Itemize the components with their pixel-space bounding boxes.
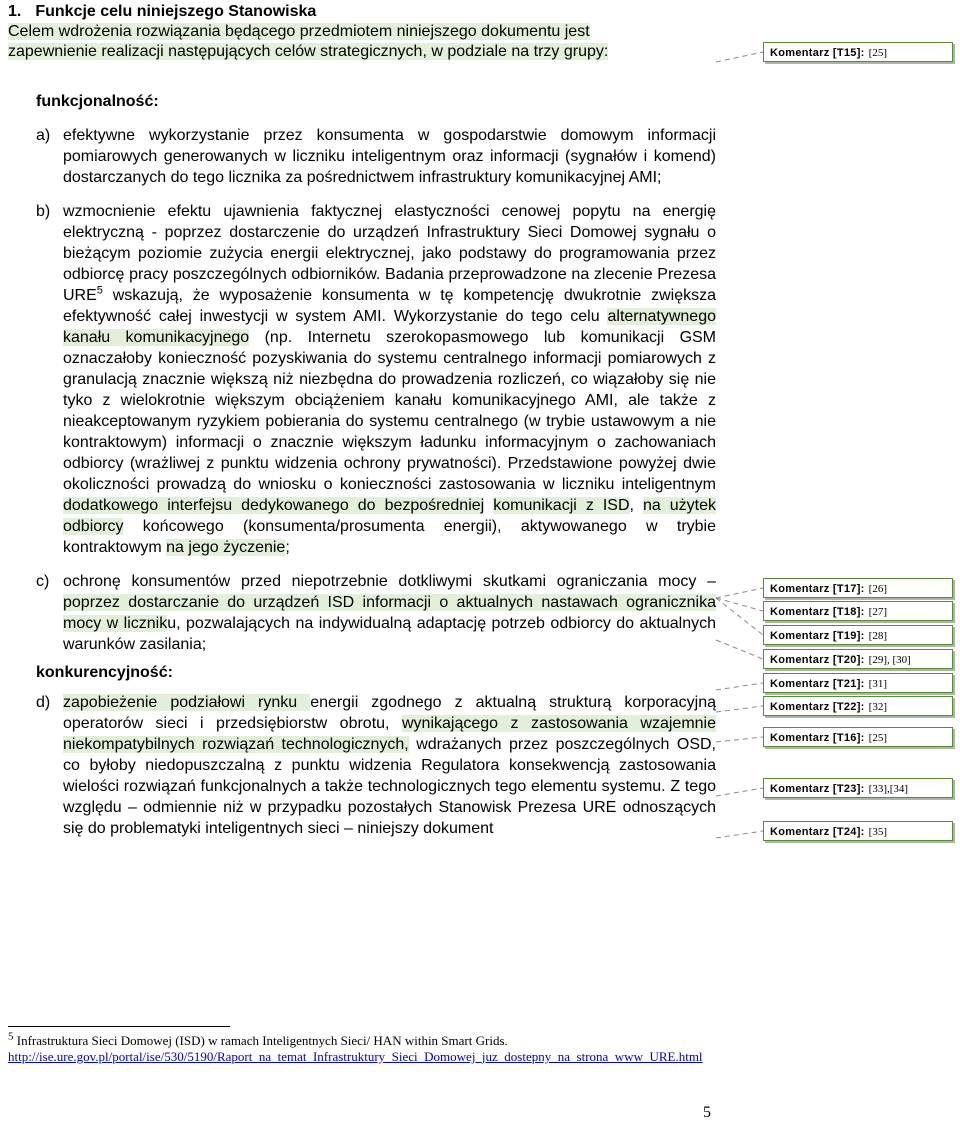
comment-label: Komentarz [T24]: <box>770 826 865 838</box>
comment-label: Komentarz [T23]: <box>770 783 865 795</box>
goal-item-a <box>8 125 716 188</box>
footnote <box>8 1030 716 1065</box>
connector-line <box>716 706 763 712</box>
comment-ref: [27] <box>868 606 887 618</box>
commented-text[interactable]: na użytek odbiorcy <box>63 497 716 535</box>
commented-text[interactable]: na jego życzenie <box>166 539 286 556</box>
comment-ref: [29], [30] <box>868 654 911 666</box>
section-number: 1. <box>8 3 22 20</box>
intro-line-2: zapewnienie realizacji następujących celów strategicznych, w podziale na trzy grupy: <box>8 43 609 60</box>
connector-line <box>716 598 763 611</box>
connector-line <box>716 640 763 659</box>
comment-box-t17[interactable] <box>763 578 953 598</box>
comment-box-t15[interactable] <box>763 42 953 62</box>
item-text: ; <box>285 539 290 556</box>
comment-box-t19[interactable] <box>763 625 953 645</box>
comment-ref: [35] <box>868 826 887 838</box>
connector-line <box>716 788 763 796</box>
item-text: , <box>629 497 643 514</box>
goal-item-d <box>8 692 716 839</box>
item-label: a) <box>36 127 51 144</box>
comment-box-t16[interactable] <box>763 727 953 747</box>
item-label: d) <box>36 694 51 711</box>
connector-line <box>716 598 763 635</box>
item-text: końcowego (konsumenta/prosumenta energii), aktywowanego w trybie kontraktowym <box>63 518 716 556</box>
connector-line <box>716 737 763 742</box>
footnote-separator <box>8 1026 230 1027</box>
footnote-link[interactable]: http://ise.ure.gov.pl/portal/ise/530/5190/Raport_na_temat_Infrastruktury_Sieci_Domowej_juz_dostepny_na_strona_www_URE.html <box>8 1049 703 1064</box>
item-text: efektywne wykorzystanie przez konsumenta w gospodarstwie domowym informacji pomiarowych generowanych w liczniku inteligentnym oraz informacji (sygnałów i komend) dostarczanych do tego licznika za pośrednictwem infrastruktury komunikacyjnej AMI; <box>63 127 716 186</box>
item-label: b) <box>36 203 51 220</box>
item-text: wskazują, że wyposażenie konsumenta w tę kompetencję dwukrotnie zwiększa efektywność całej inwestycji w system AMI. Wykorzystanie do tego celu <box>63 287 716 325</box>
commented-text[interactable]: alternatywnego kanału komunikacyjnego <box>63 308 716 346</box>
comment-ref: [26] <box>868 583 887 595</box>
comment-label: Komentarz [T16]: <box>770 732 865 744</box>
comment-label: Komentarz [T21]: <box>770 678 865 690</box>
section-heading <box>8 2 716 22</box>
group-competitiveness: konkurencyjność: <box>36 664 173 681</box>
connector-line <box>716 831 763 838</box>
comment-box-t23[interactable] <box>763 778 953 798</box>
group-functionality: funkcjonalność: <box>36 93 159 110</box>
comment-box-t22[interactable] <box>763 696 953 716</box>
comment-ref: [31] <box>868 678 887 690</box>
comment-label: Komentarz [T22]: <box>770 701 865 713</box>
goal-item-b <box>8 201 716 558</box>
item-text: (np. Internetu szerokopasmowego lub komunikacji GSM oznaczałoby konieczność pozyskiwania do systemu centralnego informacji pomiarowych z granulacją znacznie większą niż niezbędna do prowadzenia rozliczeń, co wiązałoby się nie tyko z wielokrotnie większym obciążeniem kanału komunikacyjnego AMI, ale także z nieakceptowanym ryzykiem pobierania do systemu centralnego (w trybie ustawowym a nie kontraktowym) informacji o znacznie większym ładunku informacyjnym o zachowaniach odbiorcy (wrażliwej z punktu widzenia ochrony prywatności). Przedstawione powyżej dwie okoliczności prowadzą do wniosku o konieczności zastosowania w liczniku inteligentnym <box>63 329 717 493</box>
item-text: ochronę konsumentów przed niepotrzebnie dotkliwymi skutkami ograniczania mocy – <box>63 573 716 590</box>
comment-label: Komentarz [T15]: <box>770 47 865 59</box>
comment-ref: [28] <box>868 630 887 642</box>
item-text: u, pozwalających na indywidualną adaptację potrzeb odbiorcy do aktualnych warunków zasilania; <box>63 615 716 653</box>
comment-box-t24[interactable] <box>763 821 953 841</box>
connector-line <box>716 52 763 62</box>
comment-ref: [25] <box>868 732 887 744</box>
comment-ref: [25] <box>868 47 887 59</box>
page-number: 5 <box>703 1104 711 1121</box>
connector-line <box>716 683 763 690</box>
comment-ref: [33],[34] <box>868 783 909 795</box>
footnote-text: Infrastruktura Sieci Domowej (ISD) w ramach Inteligentnych Sieci/ HAN within Smart Grids. <box>13 1033 508 1048</box>
comment-label: Komentarz [T19]: <box>770 630 865 642</box>
comment-label: Komentarz [T18]: <box>770 606 865 618</box>
comment-label: Komentarz [T20]: <box>770 654 865 666</box>
footnote-ref[interactable]: 5 <box>96 284 103 297</box>
comment-box-t20[interactable] <box>763 649 953 669</box>
commented-text[interactable]: wynikającego z zastosowania wzajemnie niekompatybilnych rozwiązań technologicznych, <box>63 715 717 753</box>
intro-line-1: Celem wdrożenia rozwiązania będącego przedmiotem niniejszego dokumentu jest <box>8 23 590 40</box>
item-text: wdrażanych przez poszczególnych OSD, co byłoby niedopuszczalną z punktu widzenia Regulatora konsekwencją zastosowania wielości rozwiązań funkcjonalnych a także technologicznych tego elementu systemu. Z tego względu – odmiennie niż w przypadku pozostałych Stanowisk Prezesa URE odnoszących się do problematyki inteligentnych sieci – niniejszy dokument <box>63 736 717 837</box>
section-title: Funkcje celu niniejszego Stanowiska <box>35 3 317 20</box>
item-text: wzmocnienie efektu ujawnienia faktycznej elastyczności cenowej popytu na energię elektryczną - poprzez dostarczenie do urządzeń Infrastruktury Sieci Domowej sygnału o bieżącym poziomie zużycia energii elektrycznej, jako podstawy do programowania przez odbiorcę pracy poszczególnych odbiorników. Badania przeprowadzone na zlecenie Prezesa URE <box>63 203 716 304</box>
connector-line <box>716 588 763 598</box>
item-text: energii zgodnego z aktualną strukturą korporacyjną operatorów sieci i przedsiębiorstw obrotu, <box>63 694 717 732</box>
footnote-number: 5 <box>8 1030 14 1043</box>
comment-box-t21[interactable] <box>763 673 953 693</box>
intro-paragraph <box>8 22 716 62</box>
goal-item-c <box>8 571 716 655</box>
item-text <box>484 497 493 514</box>
commented-text[interactable]: komunikacji z ISD <box>493 497 630 514</box>
commented-text[interactable]: dodatkowego interfejsu dedykowanego do bezpośredniej <box>63 497 485 514</box>
goal-list <box>8 112 716 839</box>
comment-box-t18[interactable] <box>763 601 953 621</box>
comment-label: Komentarz [T17]: <box>770 583 865 595</box>
document-body <box>8 0 716 839</box>
commented-text[interactable]: zapobieżenie podziałowi rynku <box>63 694 311 711</box>
item-label: c) <box>36 573 50 590</box>
commented-text[interactable]: poprzez dostarczanie do urządzeń ISD informacji o aktualnych nastawach ogranicznika mocy w licznik <box>63 594 716 632</box>
comment-ref: [32] <box>868 701 887 713</box>
